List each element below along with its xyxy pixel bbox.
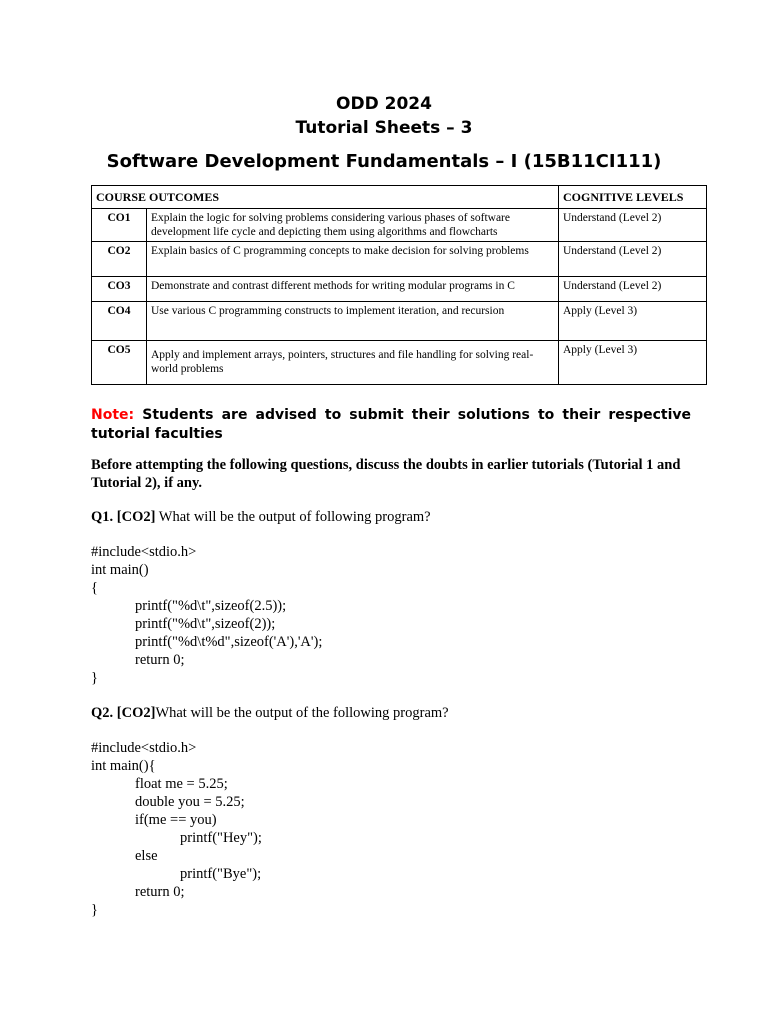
code-line: if(me == you) (135, 812, 217, 828)
course-outcomes-table (91, 185, 707, 385)
question-1 (91, 508, 711, 526)
code-line: printf("Hey"); (180, 830, 262, 846)
table-row (92, 242, 707, 277)
q2-code-block (91, 739, 262, 919)
code-line: printf("%d\t",sizeof(2.5)); (135, 598, 287, 614)
co-description: Explain the logic for solving problems considering various phases of software development life cycle and depicting them using algorithms and flowcharts (147, 209, 559, 242)
code-line: } (91, 902, 98, 918)
co-description: Apply and implement arrays, pointers, structures and file handling for solving real-world problems (147, 341, 559, 385)
submission-note (91, 406, 691, 444)
co-code: CO2 (92, 242, 147, 277)
table-row (92, 302, 707, 341)
co-code: CO5 (92, 341, 147, 385)
co-level: Understand (Level 2) (559, 277, 707, 302)
code-line: #include<stdio.h> (91, 544, 197, 560)
co-code: CO3 (92, 277, 147, 302)
q1-label: Q1. [CO2] (91, 509, 156, 525)
code-line: printf("Bye"); (180, 866, 262, 882)
co-description: Demonstrate and contrast different methods for writing modular programs in C (147, 277, 559, 302)
code-line: else (135, 848, 158, 864)
table-row (92, 341, 707, 385)
col-header-levels: COGNITIVE LEVELS (559, 186, 707, 209)
code-line: int main() (91, 562, 149, 578)
doc-term-heading: ODD 2024 (336, 94, 432, 114)
table-row (92, 277, 707, 302)
q1-code-block (91, 543, 322, 687)
co-level: Apply (Level 3) (559, 341, 707, 385)
table-row (92, 209, 707, 242)
code-line: double you = 5.25; (135, 794, 245, 810)
code-line: printf("%d\t%d",sizeof('A'),'A'); (135, 634, 323, 650)
code-line: } (91, 670, 98, 686)
co-code: CO1 (92, 209, 147, 242)
q2-label: Q2. [CO2] (91, 705, 156, 721)
co-level: Apply (Level 3) (559, 302, 707, 341)
q2-text: What will be the output of the following program? (155, 705, 449, 721)
note-label: Note: (91, 407, 135, 423)
table-header-row (92, 186, 707, 209)
co-code: CO4 (92, 302, 147, 341)
col-header-outcomes: COURSE OUTCOMES (92, 186, 559, 209)
note-text: Students are advised to submit their solutions to their respective tutorial faculties (91, 407, 692, 442)
doc-course-heading: Software Development Fundamentals – I (15B11CI111) (106, 151, 662, 172)
code-line: #include<stdio.h> (91, 740, 197, 756)
code-line: { (91, 580, 98, 596)
code-line: return 0; (135, 884, 185, 900)
co-description: Use various C programming constructs to implement iteration, and recursion (147, 302, 559, 341)
instructions-text: Before attempting the following questions, discuss the doubts in earlier tutorials (Tutorial 1 and Tutorial 2), if any. (91, 457, 681, 491)
co-description: Explain basics of C programming concepts to make decision for solving problems (147, 242, 559, 277)
code-line: printf("%d\t",sizeof(2)); (135, 616, 276, 632)
code-line: return 0; (135, 652, 185, 668)
question-2 (91, 704, 711, 722)
code-line: float me = 5.25; (135, 776, 228, 792)
co-level: Understand (Level 2) (559, 209, 707, 242)
doc-sheet-heading: Tutorial Sheets – 3 (295, 118, 473, 138)
co-level: Understand (Level 2) (559, 242, 707, 277)
code-line: int main(){ (91, 758, 156, 774)
q1-text: What will be the output of following program? (155, 509, 431, 525)
